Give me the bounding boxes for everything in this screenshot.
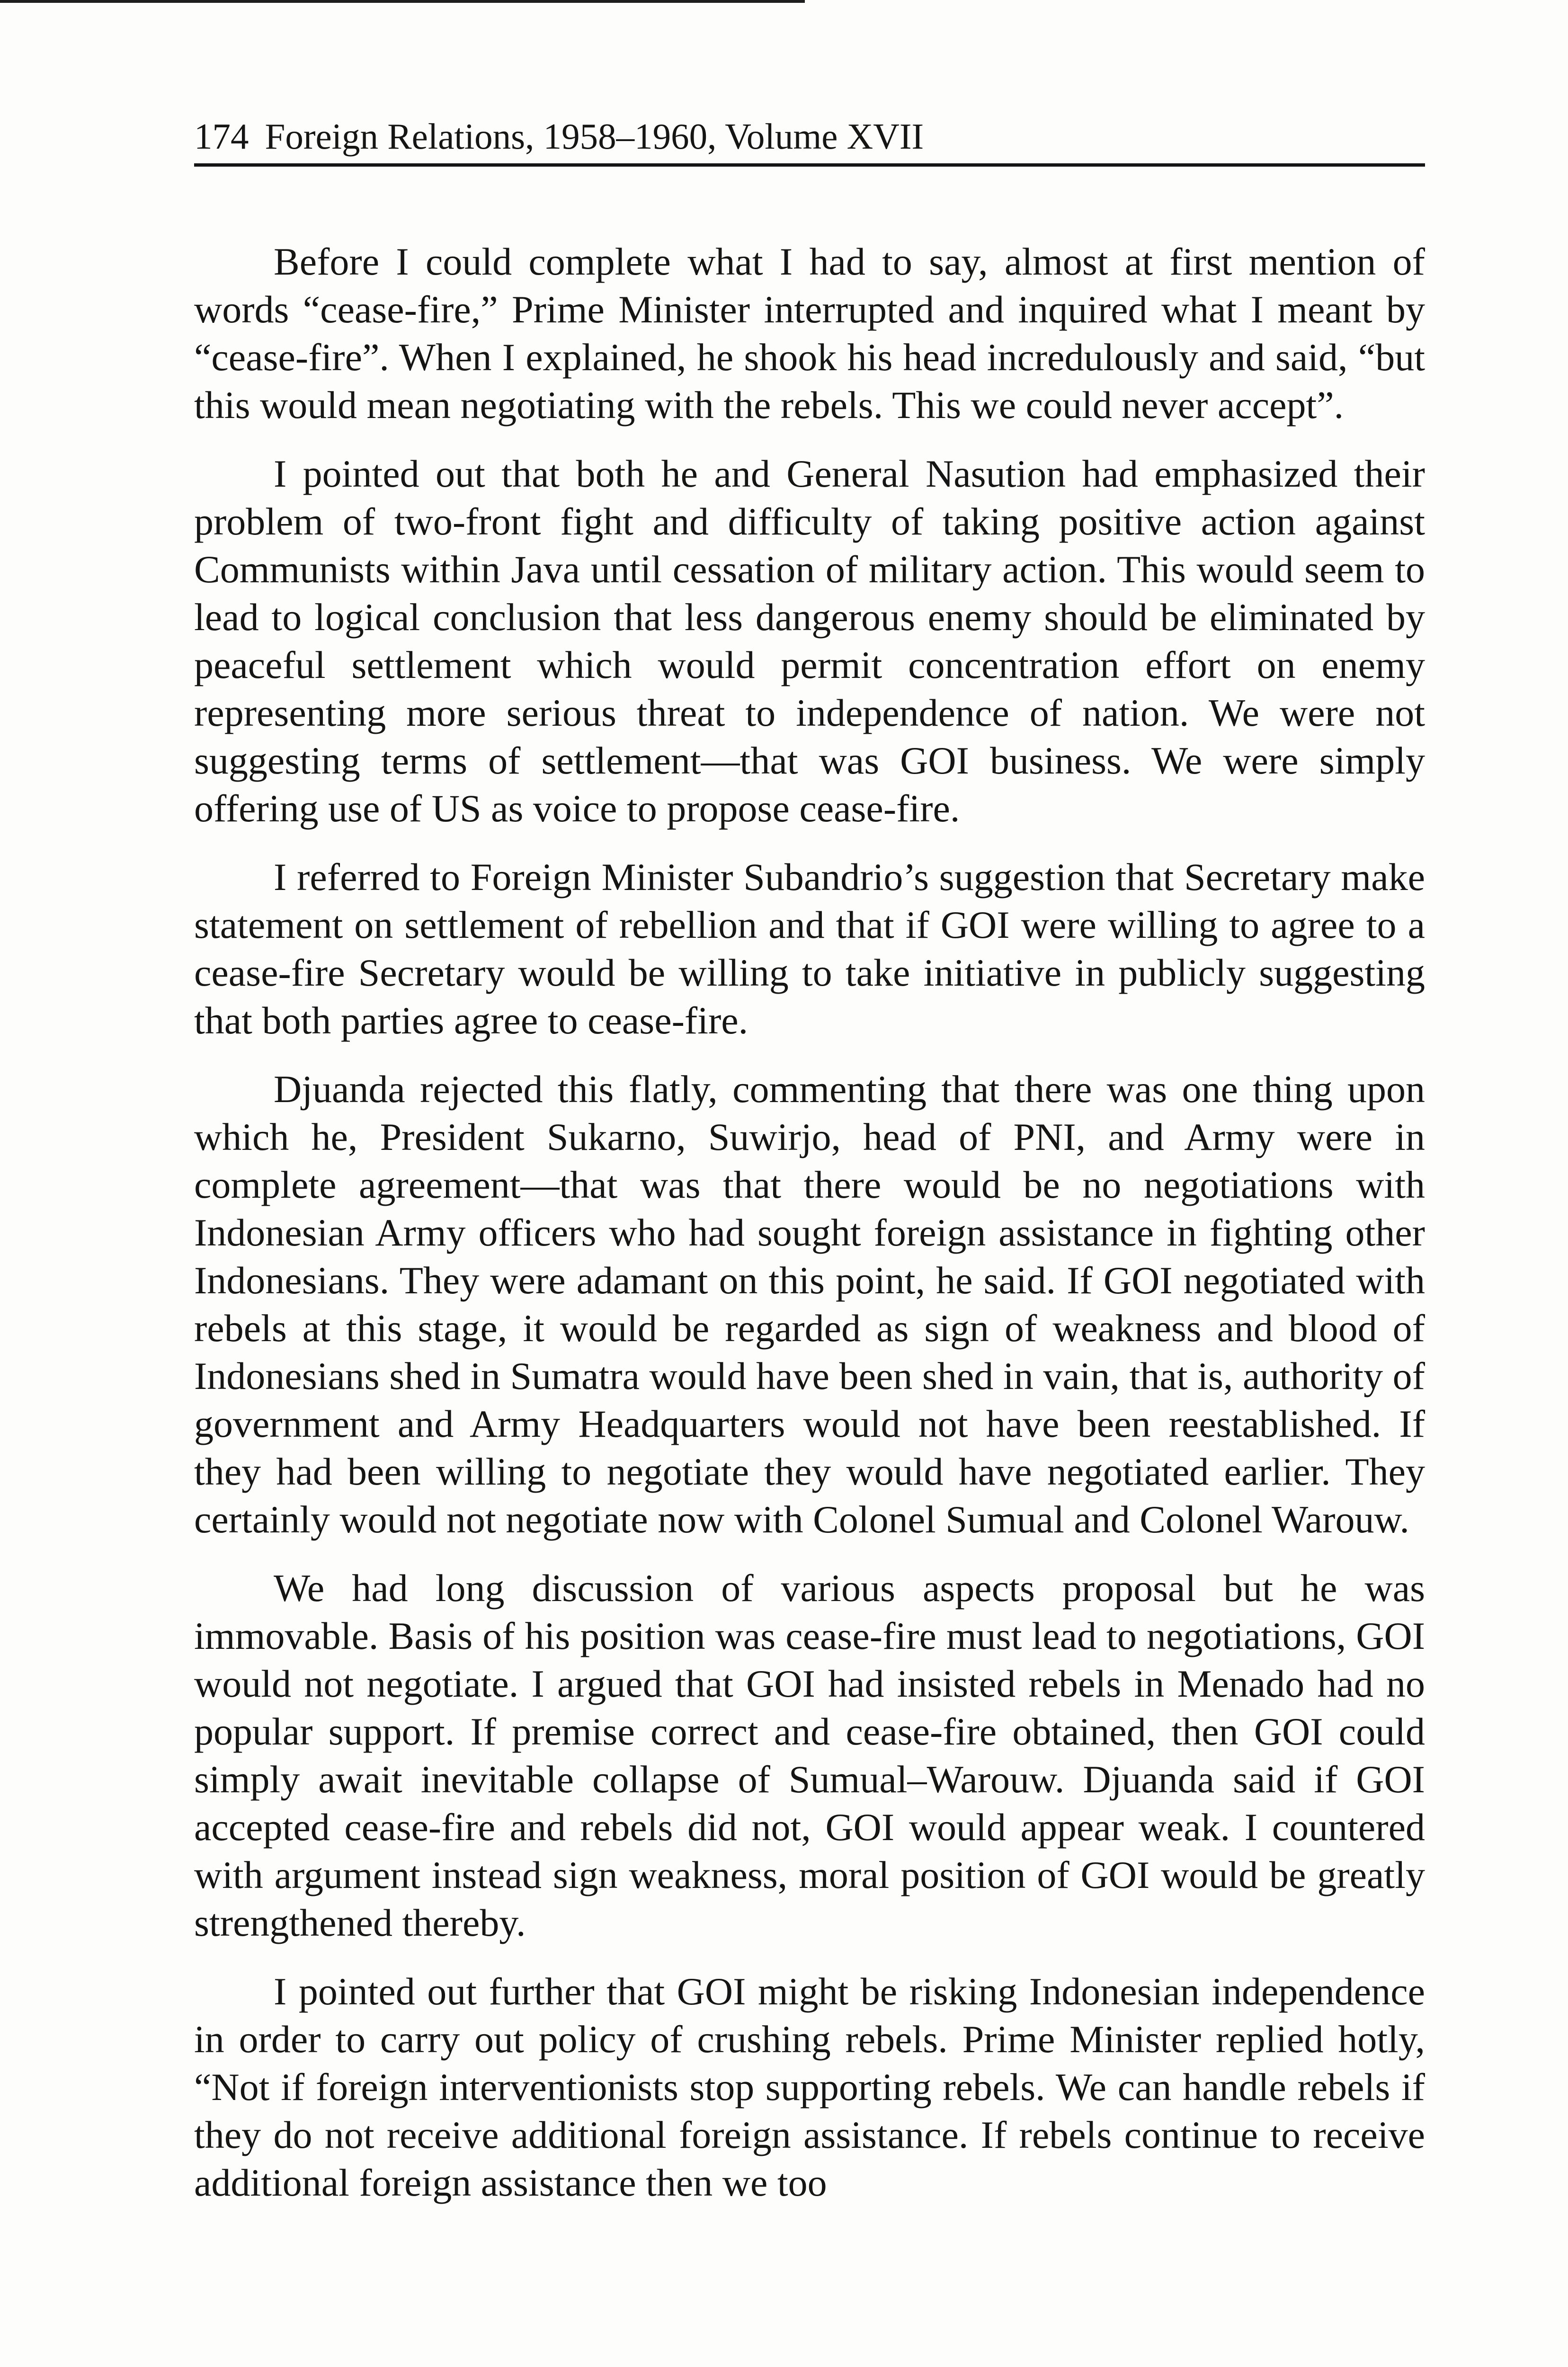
paragraph-djuanda-rejection: Djuanda rejected this flatly, commenting that there was one thing upon which he, President Sukarno, Suwirjo, head of PNI, and Army were in complete agreement—that was that there would be no negotiations with Indonesian Army officers who had sought foreign assistance in fighting other Indonesians. They were adamant on this point, he said. If GOI negotiated with rebels at this stage, it would be regarded as sign of weakness and blood of Indonesians shed in Sumatra would have been shed in vain, that is, authority of government and Army Headquarters would not have been reestablished. If they had been willing to negotiate they would have negotiated earlier. They certainly would not negotiate now with Colonel Sumual and Colonel Warouw. [194, 1068, 1425, 1541]
document-page [194, 118, 1425, 2227]
paragraph-subandrio-suggestion: I referred to Foreign Minister Subandrio’s suggestion that Secretary make statement on settlement of rebellion and that if GOI were willing to agree to a cease-fire Secretary would be willing to take initiative in publicly suggesting that both parties agree to cease-fire. [194, 855, 1425, 1042]
running-header [194, 118, 1425, 167]
scan-edge [0, 0, 805, 3]
paragraph-independence-risk: I pointed out further that GOI might be risking Indonesian independence in order to carry out policy of crushing rebels. Prime Minister replied hotly, “Not if foreign interventionists stop supporting rebels. We can handle rebels if they do not receive additional foreign assistance. If rebels continue to receive additional foreign assistance then we too [194, 1970, 1425, 2204]
paragraph-long-discussion: We had long discussion of various aspects proposal but he was immovable. Basis of his position was cease-fire must lead to negotiations, GOI would not negotiate. I argued that GOI had insisted rebels in Menado had no popular support. If premise correct and cease-fire obtained, then GOI could simply await inevitable collapse of Sumual–Warouw. Djuanda said if GOI accepted cease-fire and rebels did not, GOI would appear weak. I countered with argument instead sign weakness, moral position of GOI would be greatly strengthened thereby. [194, 1566, 1425, 1944]
page-number: 174 [194, 116, 249, 157]
paragraph-two-front-fight: I pointed out that both he and General Nasution had emphasized their problem of two-front fight and difficulty of taking positive action against Communists within Java until cessation of military action. This would seem to lead to logical conclusion that less dangerous enemy should be eliminated by peaceful settlement which would permit concentration effort on enemy representing more serious threat to independence of nation. We were not suggesting terms of settlement—that was GOI business. We were simply offering use of US as voice to propose cease-fire. [194, 452, 1425, 830]
running-title: Foreign Relations, 1958–1960, Volume XVII [265, 116, 924, 157]
body-text [194, 238, 1425, 2207]
paragraph-cease-fire-question: Before I could complete what I had to say, almost at first mention of words “cease-fire,” Prime Minister interrupted and inquired what I meant by “cease-fire”. When I explained, he shook his head incredulously and said, “but this would mean negotiating with the rebels. This we could never accept”. [194, 240, 1425, 427]
